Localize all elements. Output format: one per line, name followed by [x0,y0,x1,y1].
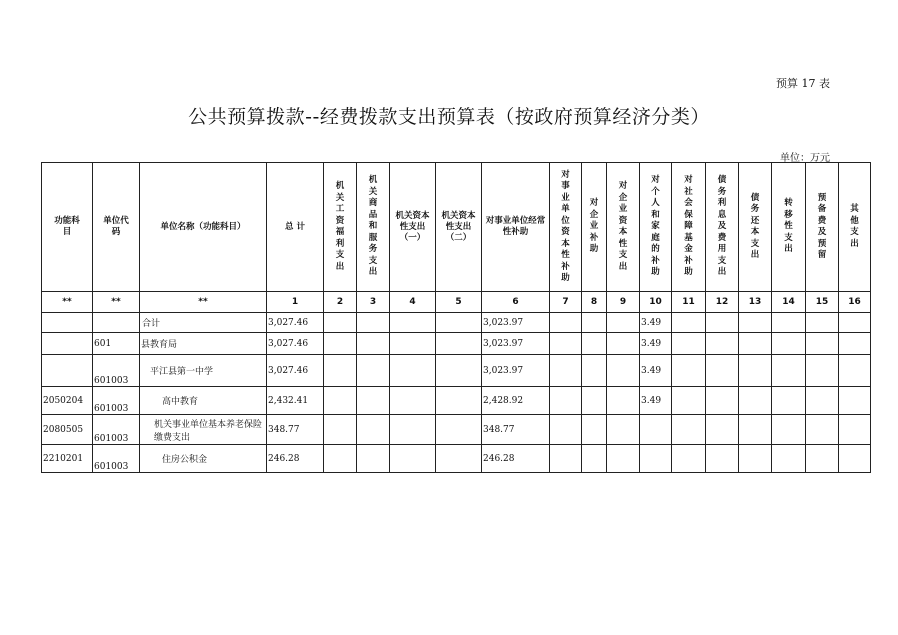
amount-cell [357,333,390,355]
column-header-label: 单位代码 [103,216,129,237]
amount-cell [390,333,436,355]
amount-cell [550,387,582,415]
amount-cell [640,415,672,445]
amount-cell [839,313,871,333]
column-header-label: 预备费及预留 [817,192,827,260]
column-index: 9 [607,292,640,313]
amount-cell [607,333,640,355]
amount-cell [672,333,706,355]
amount-cell [772,387,806,415]
amount-cell: 3.49 [640,313,672,333]
amount-cell [607,387,640,415]
column-index: 15 [806,292,839,313]
amount-cell [324,313,357,333]
unit-code-cell: 601003 [93,415,140,445]
column-header-label: 机关资本性支出（二） [441,210,476,243]
amount-cell [550,355,582,387]
column-header [772,163,806,292]
table-row [42,333,871,355]
function-code-cell: 2050204 [42,387,93,415]
column-index: 12 [706,292,739,313]
amount-cell: 3,023.97 [482,333,550,355]
column-header-label: 其他支出 [850,204,859,249]
amount-cell [582,313,607,333]
amount-cell [772,445,806,473]
amount-cell: 246.28 [482,445,550,473]
unit-name-cell: 机关事业单位基本养老保险缴费支出 [140,415,267,445]
amount-cell [357,445,390,473]
amount-cell: 2,428.92 [482,387,550,415]
column-header [357,163,390,292]
amount-cell [582,387,607,415]
column-header-label: 债务利息及费用支出 [717,175,727,278]
amount-cell [739,355,772,387]
index-row [42,292,871,313]
amount-cell [436,333,482,355]
amount-cell [839,415,871,445]
amount-cell [550,333,582,355]
amount-cell: 3,023.97 [482,313,550,333]
column-index: 7 [550,292,582,313]
table-row [42,445,871,473]
amount-cell [436,355,482,387]
function-code-cell [42,355,93,387]
unit-note: 单位：万元 [780,153,830,164]
column-header-label: 机关工资福利支出 [335,181,345,272]
amount-cell [772,313,806,333]
column-header [550,163,582,292]
column-header [436,163,482,292]
column-header [140,163,267,292]
amount-cell [739,445,772,473]
column-header-label: 对社会保障基金补助 [684,175,693,278]
amount-cell [550,415,582,445]
amount-cell [672,415,706,445]
column-index: 5 [436,292,482,313]
column-header [324,163,357,292]
column-header [672,163,706,292]
amount-cell: 348.77 [267,415,324,445]
column-header-label: 债务还本支出 [750,192,760,260]
column-index: 4 [390,292,436,313]
amount-cell [672,445,706,473]
column-header-label: 单位名称（功能科目） [160,221,246,232]
column-index: 2 [324,292,357,313]
column-header [390,163,436,292]
amount-cell: 3.49 [640,333,672,355]
amount-cell [324,415,357,445]
unit-code-cell: 601003 [93,387,140,415]
amount-cell [390,415,436,445]
amount-cell [806,387,839,415]
amount-cell [706,355,739,387]
column-index: 16 [839,292,871,313]
amount-cell: 348.77 [482,415,550,445]
doc-number: 预算 17 表 [776,77,830,90]
unit-code-cell [93,313,140,333]
column-header-label: 功能科目 [54,216,80,237]
amount-cell [357,415,390,445]
table-row [42,387,871,415]
column-index: 10 [640,292,672,313]
amount-cell [436,415,482,445]
amount-cell: 246.28 [267,445,324,473]
column-header-label: 对事业单位资本性补助 [561,169,570,283]
column-header [42,163,93,292]
unit-name-cell: 县教育局 [140,333,267,355]
column-header-label: 机关资本性支出（一） [395,210,430,243]
unit-name-cell: 平江县第一中学 [140,355,267,387]
amount-cell [324,355,357,387]
table-row [42,415,871,445]
amount-cell [436,387,482,415]
amount-cell [357,387,390,415]
amount-cell [582,445,607,473]
amount-cell [607,313,640,333]
column-header [640,163,672,292]
function-code-cell: 2210201 [42,445,93,473]
amount-cell [324,445,357,473]
column-index: 1 [267,292,324,313]
amount-cell [739,333,772,355]
amount-cell [806,313,839,333]
amount-cell [806,355,839,387]
unit-name-cell: 高中教育 [140,387,267,415]
amount-cell [582,415,607,445]
column-header [93,163,140,292]
amount-cell [607,415,640,445]
column-header-label: 机关商品和服务支出 [368,175,378,278]
column-index: 11 [672,292,706,313]
function-code-cell [42,333,93,355]
amount-cell [706,415,739,445]
amount-cell [839,355,871,387]
column-header [806,163,839,292]
column-index: ** [140,292,267,313]
amount-cell [739,313,772,333]
amount-cell [550,445,582,473]
amount-cell [706,387,739,415]
column-header-label: 对个人和家庭的补助 [651,175,660,278]
amount-cell [324,387,357,415]
amount-cell [772,333,806,355]
amount-cell [357,313,390,333]
amount-cell [436,313,482,333]
header-row [42,163,871,292]
amount-cell: 3.49 [640,355,672,387]
unit-code-cell: 601 [93,333,140,355]
budget-table [41,162,871,473]
column-header [839,163,871,292]
column-header [706,163,739,292]
amount-cell [672,387,706,415]
amount-cell: 2,432.41 [267,387,324,415]
amount-cell [390,355,436,387]
amount-cell [390,387,436,415]
column-header [582,163,607,292]
unit-name-cell: 合计 [140,313,267,333]
amount-cell [839,333,871,355]
amount-cell [839,387,871,415]
amount-cell [772,355,806,387]
column-header [739,163,772,292]
amount-cell [739,387,772,415]
amount-cell [739,415,772,445]
amount-cell: 3,023.97 [482,355,550,387]
column-header-label: 对事业单位经常性补助 [485,216,546,237]
amount-cell [806,445,839,473]
column-index: 3 [357,292,390,313]
column-header-label: 转移性支出 [784,198,793,255]
unit-code-cell: 601003 [93,445,140,473]
amount-cell: 3,027.46 [267,355,324,387]
function-code-cell [42,313,93,333]
amount-cell [357,355,390,387]
amount-cell: 3.49 [640,387,672,415]
amount-cell: 3,027.46 [267,333,324,355]
amount-cell [582,355,607,387]
amount-cell [806,333,839,355]
column-index: ** [93,292,140,313]
column-header [482,163,550,292]
amount-cell [672,355,706,387]
amount-cell [672,313,706,333]
amount-cell: 3,027.46 [267,313,324,333]
column-header [267,163,324,292]
table-row [42,313,871,333]
table-row [42,355,871,387]
amount-cell [582,333,607,355]
amount-cell [607,445,640,473]
page-title: 公共预算拨款--经费拨款支出预算表（按政府预算经济分类） [188,106,710,128]
column-header-label: 对企业补助 [589,198,599,255]
amount-cell [324,333,357,355]
unit-code-cell: 601003 [93,355,140,387]
column-index: 13 [739,292,772,313]
column-index: 8 [582,292,607,313]
unit-name-cell: 住房公积金 [140,445,267,473]
amount-cell [390,313,436,333]
amount-cell [607,355,640,387]
column-index: ** [42,292,93,313]
amount-cell [806,415,839,445]
amount-cell [436,445,482,473]
amount-cell [706,445,739,473]
column-header-label: 对企业资本性支出 [618,181,628,272]
amount-cell [839,445,871,473]
column-index: 14 [772,292,806,313]
amount-cell [640,445,672,473]
amount-cell [390,445,436,473]
amount-cell [706,313,739,333]
amount-cell [706,333,739,355]
column-header-label: 总 计 [285,221,305,232]
column-header [607,163,640,292]
function-code-cell: 2080505 [42,415,93,445]
column-index: 6 [482,292,550,313]
amount-cell [550,313,582,333]
amount-cell [772,415,806,445]
